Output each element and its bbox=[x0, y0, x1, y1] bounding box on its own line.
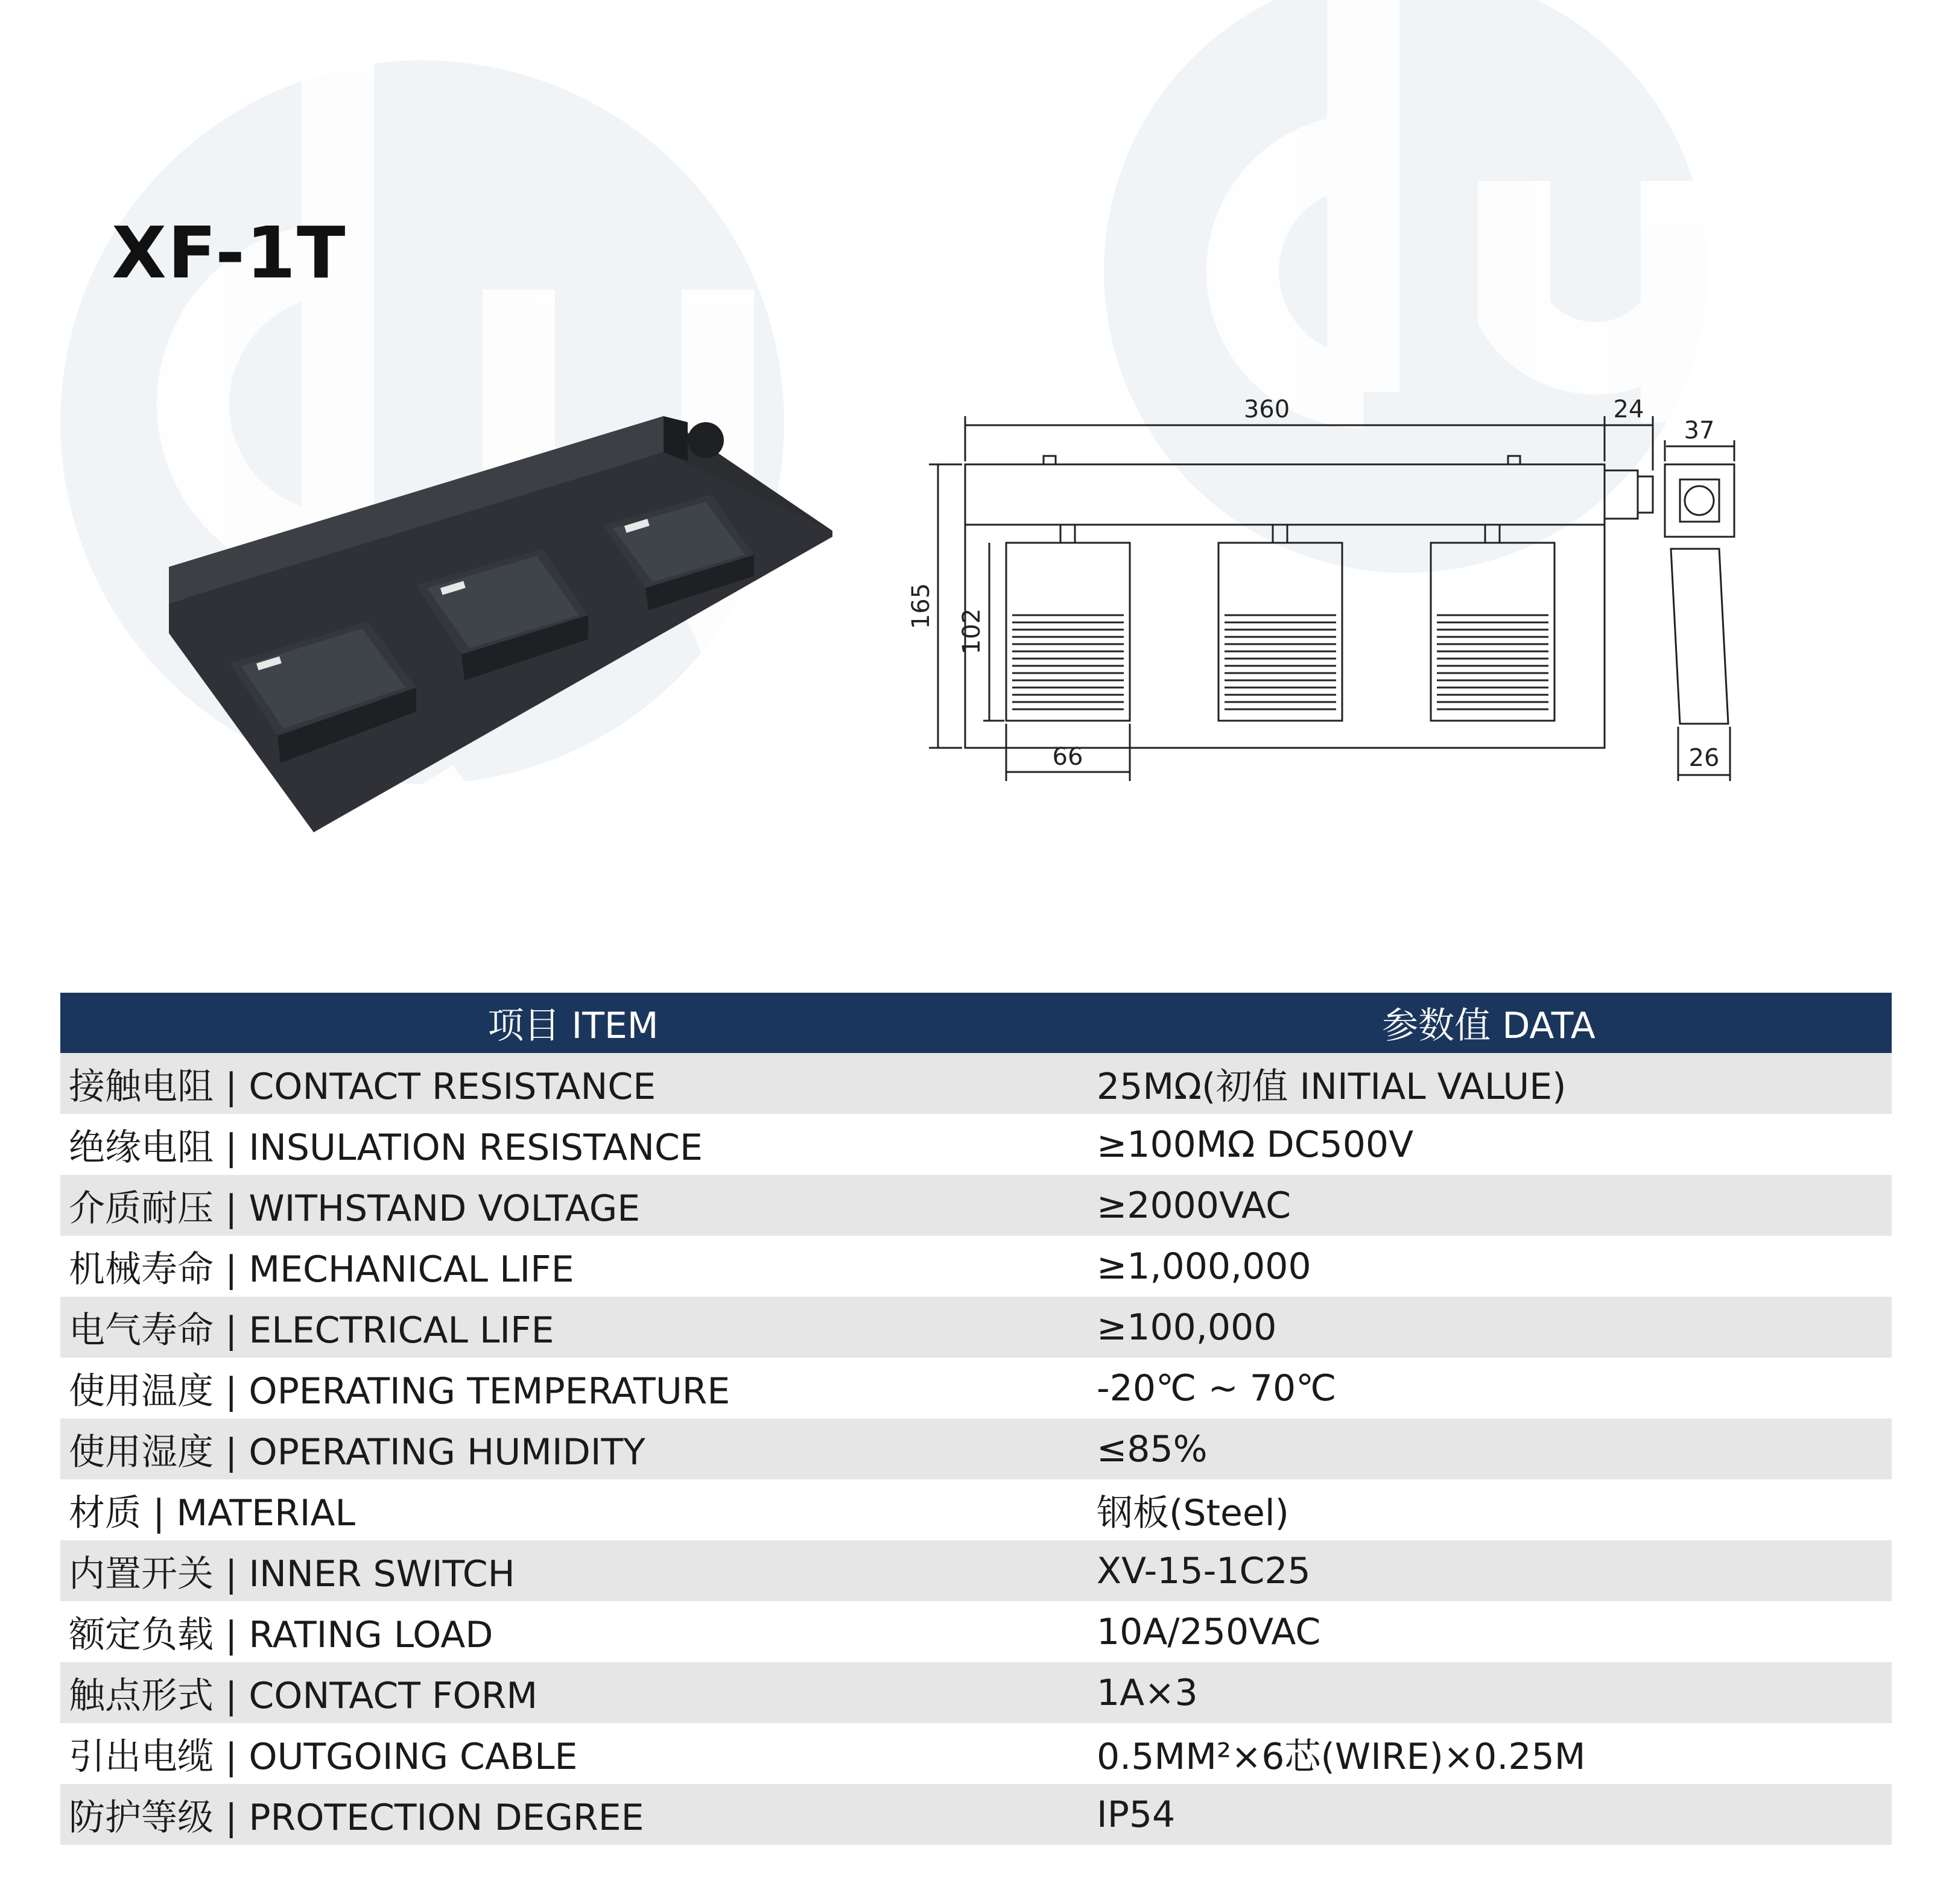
row-item: 机械寿命 | MECHANICAL LIFE bbox=[69, 1248, 574, 1291]
table-row bbox=[60, 1053, 1892, 1114]
row-value: 25MΩ(初值 INITIAL VALUE) bbox=[1086, 1053, 1892, 1114]
table-row bbox=[60, 1723, 1892, 1784]
row-item: 介质耐压 | WITHSTAND VOLTAGE bbox=[60, 1175, 1086, 1236]
row-value: ≥100MΩ DC500V bbox=[1097, 1123, 1414, 1166]
row-item: 内置开关 | INNER SWITCH bbox=[60, 1540, 1086, 1601]
row-value: 0.5MM²×6芯(WIRE)×0.25M bbox=[1097, 1735, 1586, 1778]
product-model-title: XF-1T bbox=[112, 211, 347, 294]
dim-cable-gland: 24 bbox=[1613, 396, 1644, 423]
row-item: 使用湿度 | OPERATING HUMIDITY bbox=[60, 1419, 1086, 1479]
row-value: ≤85% bbox=[1086, 1419, 1892, 1479]
row-value: 1A×3 bbox=[1086, 1662, 1892, 1723]
table-row bbox=[60, 1297, 1892, 1358]
header-data: 参数值 DATA bbox=[1086, 993, 1892, 1053]
technical-drawing bbox=[905, 350, 1942, 808]
row-item: 触点形式 | CONTACT FORM bbox=[60, 1662, 1086, 1723]
row-value: ≥2000VAC bbox=[1086, 1175, 1892, 1236]
row-value: ≥100,000 bbox=[1086, 1297, 1892, 1358]
table-row bbox=[60, 1784, 1892, 1845]
row-item: 电气寿命 | ELECTRICAL LIFE bbox=[60, 1297, 1086, 1358]
dim-pedal-thickness: 26 bbox=[1688, 744, 1720, 772]
table-row bbox=[60, 1419, 1892, 1479]
header-item: 项目 ITEM bbox=[60, 993, 1086, 1053]
table-row bbox=[60, 1540, 1892, 1601]
row-value: 10A/250VAC bbox=[1097, 1610, 1321, 1653]
table-row bbox=[60, 1601, 1892, 1662]
dim-side-width: 37 bbox=[1684, 417, 1715, 444]
table-header-row bbox=[60, 993, 1892, 1053]
row-value: 钢板(Steel) bbox=[1097, 1491, 1289, 1534]
row-item: 额定负载 | RATING LOAD bbox=[69, 1613, 493, 1656]
table-row bbox=[60, 1175, 1892, 1236]
row-value: IP54 bbox=[1086, 1784, 1892, 1845]
table-row bbox=[60, 1114, 1892, 1175]
product-photo bbox=[157, 350, 851, 844]
row-item: 引出电缆 | OUTGOING CABLE bbox=[69, 1735, 578, 1778]
table-row bbox=[60, 1662, 1892, 1723]
row-item: 使用温度 | OPERATING TEMPERATURE bbox=[69, 1370, 730, 1412]
row-item: 防护等级 | PROTECTION DEGREE bbox=[60, 1784, 1086, 1845]
row-item: 接触电阻 | CONTACT RESISTANCE bbox=[60, 1053, 1086, 1114]
row-item: 绝缘电阻 | INSULATION RESISTANCE bbox=[69, 1126, 703, 1169]
row-value: -20℃ ~ 70℃ bbox=[1097, 1367, 1337, 1409]
row-value: ≥1,000,000 bbox=[1097, 1245, 1311, 1288]
dim-pedal-height: 102 bbox=[958, 608, 986, 655]
spec-table bbox=[60, 993, 1892, 1845]
table-row bbox=[60, 1358, 1892, 1419]
row-item: 材质 | MATERIAL bbox=[69, 1491, 355, 1534]
dim-pedal-width: 66 bbox=[1052, 743, 1083, 771]
dim-overall-length: 360 bbox=[1243, 396, 1290, 423]
table-row bbox=[60, 1479, 1892, 1540]
row-value: XV-15-1C25 bbox=[1086, 1540, 1892, 1601]
dim-overall-height: 165 bbox=[907, 583, 935, 630]
table-row bbox=[60, 1236, 1892, 1297]
